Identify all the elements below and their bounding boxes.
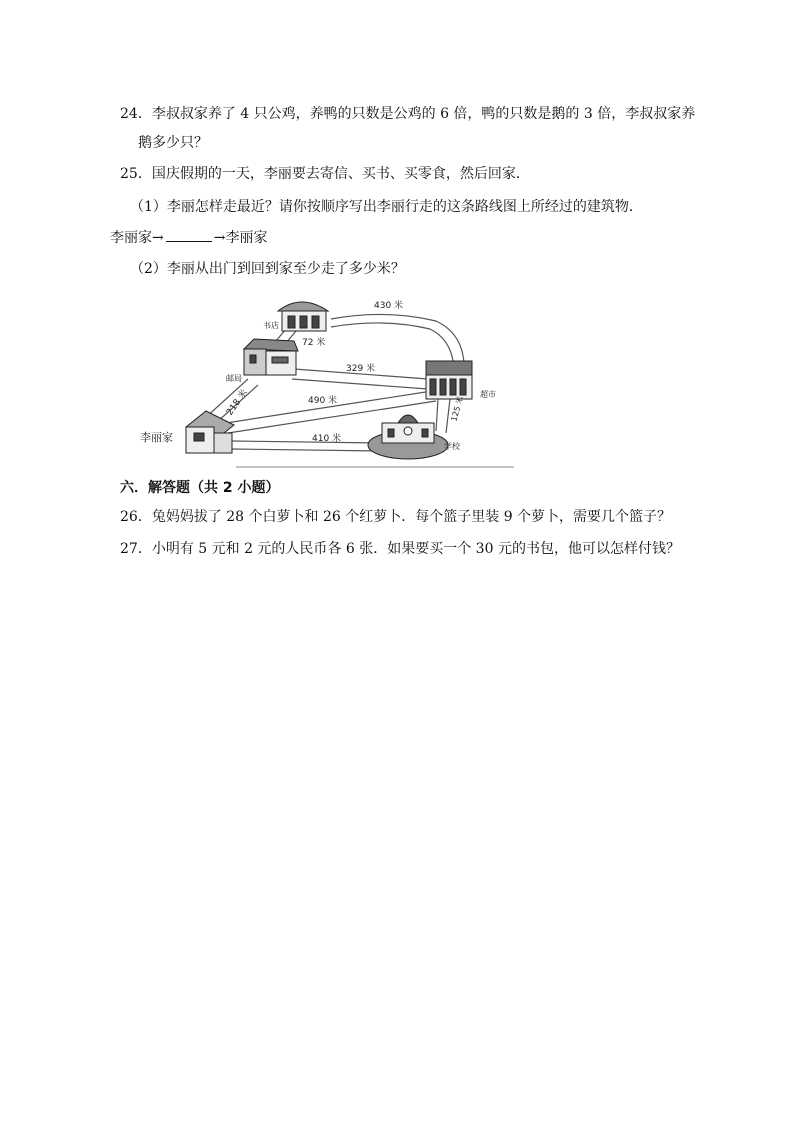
post-office-building — [244, 339, 298, 375]
q25-part2: （2）李丽从出门到回到家至少走了多少米？ — [130, 261, 405, 277]
route-blank[interactable] — [166, 229, 212, 242]
q24-line1: 24．李叔叔家养了 4 只公鸡，养鸭的只数是公鸡的 6 倍，鸭的只数是鹅的 3 倍，李叔叔家养 — [120, 106, 696, 122]
q24-line2: 鹅多少只？ — [138, 135, 208, 151]
route-start: 李丽家→ — [110, 230, 164, 246]
road-home-school — [232, 441, 382, 443]
road-supermarket-school — [436, 399, 438, 431]
q26-text: 26．兔妈妈拔了 28 个白萝卜和 26 个红萝卜．每个篮子里装 9 个萝卜，需要几个篮子？ — [120, 509, 672, 525]
q27-text: 27．小明有 5 元和 2 元的人民币各 6 张．如果要买一个 30 元的书包，他可以怎样付钱？ — [120, 541, 680, 557]
dist-bookstore-supermarket: 430 米 — [374, 301, 404, 311]
route-map — [136, 291, 514, 469]
label-home: 李丽家 — [140, 431, 173, 444]
dist-home-supermarket: 490 米 — [308, 396, 338, 406]
label-supermarket: 超市 — [480, 390, 496, 399]
section6-title: 六．解答题（共 2 小题） — [120, 480, 280, 496]
dist-bookstore-post: 72 米 — [302, 338, 326, 348]
route-end: →李丽家 — [213, 230, 268, 246]
label-school: 学校 — [444, 442, 460, 451]
q25-part1: （1）李丽怎样走最近？请你按顺序写出李丽行走的这条路线图上所经过的建筑物． — [130, 199, 643, 215]
label-post-office: 邮局 — [226, 374, 242, 383]
bookstore-building — [278, 302, 328, 331]
dist-supermarket-school: 125 米 — [449, 395, 465, 423]
dist-home-post: 218 米 — [225, 387, 250, 418]
dist-home-school: 410 米 — [312, 434, 342, 444]
q25-stem: 25．国庆假期的一天，李丽要去寄信、买书、买零食，然后回家． — [120, 166, 530, 182]
dist-post-supermarket: 329 米 — [346, 364, 376, 374]
label-bookstore: 书店 — [263, 321, 279, 330]
home-building — [186, 411, 234, 453]
supermarket-building — [426, 361, 472, 399]
route-line — [110, 228, 267, 248]
